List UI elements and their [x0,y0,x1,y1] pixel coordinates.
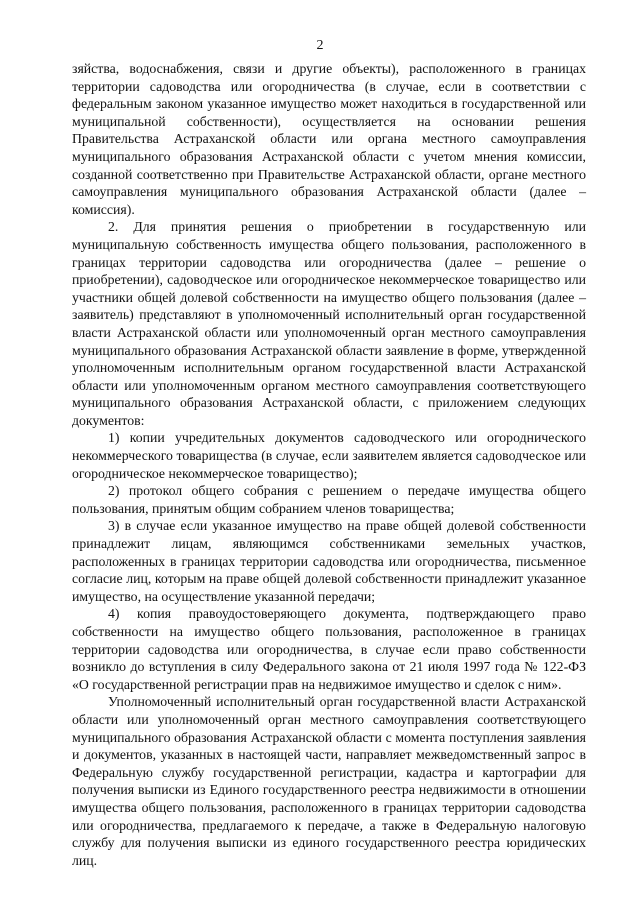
list-item-2: 2) протокол общего собрания с решением о передаче имущества общего пользования, принятым общим собранием членов товарищества; [72,483,586,516]
document-body [72,60,586,869]
paragraph-section-2: 2. Для принятия решения о приобретении в государственную или муниципальную собственность имущества общего пользования, расположенного в границах территории садоводства или огородничества (далее – решение о приобретении), садоводческое или огородническое некоммерческое товарищество или участники общей долевой собственности на имущество общего пользования (далее – заявитель) представляют в уполномоченный исполнительный орган государственной власти Астраханской области или уполномоченный орган местного самоуправления муниципального образования Астраханской области заявление в форме, утвержденной уполномоченным исполнительным органом государственной власти Астраханской области или уполномоченным органом местного самоуправления соответствующего муниципального образования Астраханской области, с приложением следующих документов: [72,219,586,428]
paragraph-continuation: зяйства, водоснабжения, связи и другие объекты), расположенного в границах территории садоводства или огородничества (в случае, если в соответствии с федеральным законом указанное имущество может находиться в государственной или муниципальной собственности), осуществляется на основании решения Правительства Астраханской области или органа местного самоуправления муниципального образования Астраханской области с учетом мнения комиссии, созданной соответственно при Правительстве Астраханской области, органе местного самоуправления муниципального образования Астраханской области (далее – комиссия). [72,61,586,217]
list-item-3: 3) в случае если указанное имущество на праве общей долевой собственности принадлежит лицам, являющимся собственниками земельных участков, расположенных в границах территории садоводства или огородничества, письменное согласие лиц, которым на праве общей долевой собственности принадлежит указанное имущество, на осуществление указанной передачи; [72,518,586,604]
list-item-1: 1) копии учредительных документов садоводческого или огороднического некоммерческого товарищества (в случае, если заявителем является садоводческое или огородническое некоммерческое товарищество); [72,430,586,481]
list-item-4: 4) копия правоудостоверяющего документа, подтверждающего право собственности на имущество общего пользования, расположенное в границах территории садоводства или огородничества, в случае если право собственности возникло до вступления в силу Федерального закона от 21 июля 1997 года № 122-ФЗ «О государственной регистрации прав на недвижимое имущество и сделок с ним». [72,606,586,692]
paragraph-authority-request: Уполномоченный исполнительный орган государственной власти Астраханской области или уполномоченный орган местного самоуправления соответствующего муниципального образования Астраханской области с момента поступления заявления и документов, указанных в настоящей части, направляет межведомственный запрос в Федеральную службу государственной регистрации, кадастра и картографии для получения выписки из Единого государственного реестра недвижимости в отношении имущества общего пользования, расположенного в границах территории садоводства или огородничества, предлагаемого к передаче, а также в Федеральную налоговую службу для получения выписки из единого государственного реестра юридических лиц. [72,694,586,868]
page-number: 2 [316,38,324,53]
